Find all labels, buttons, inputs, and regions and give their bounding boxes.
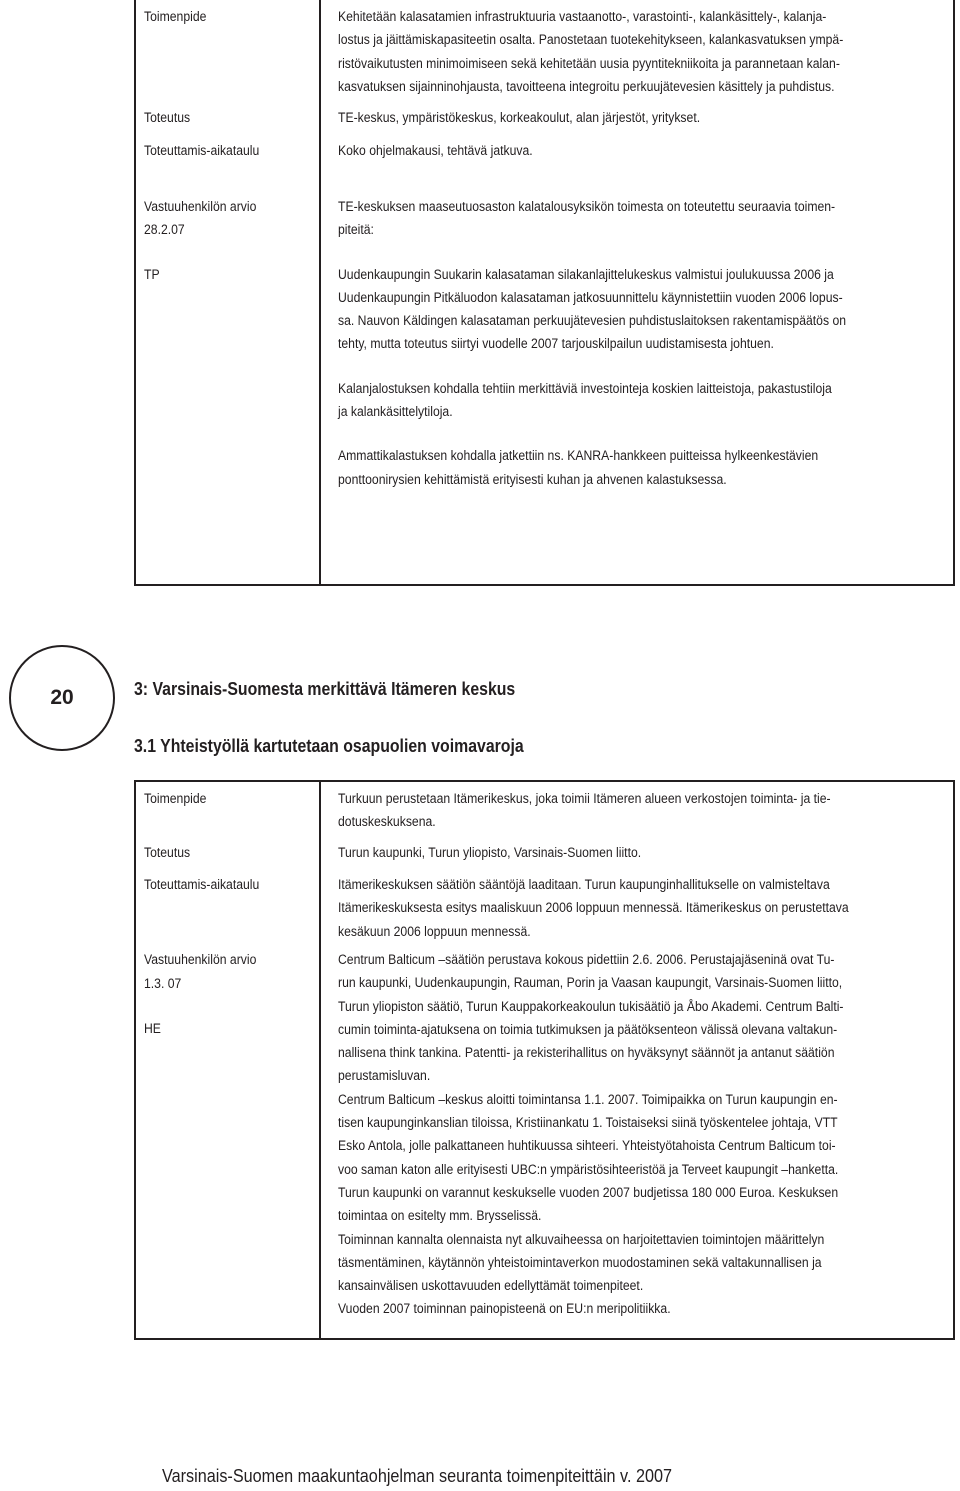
column-divider	[319, 782, 321, 1338]
arvio-paragraph: Uudenkaupungin Suukarin kalasataman silakanlajittelukeskus valmistui joulukuussa 2006 ja Uudenkaupungin Pitkäluodon kalasataman jatkosuunnittelu käynnistettiin vuoden 2006 lopus- sa. Nauvon Käldingen kalasataman perkuujätevesien puhdistuslaitoksen rakentamispäätös on tehty, mutta toteutus siirtyi vuodelle 2007 tarjouskilpailun uudistamisesta johtuen.	[338, 266, 847, 353]
arvio-date: 28.2.07	[144, 222, 185, 238]
arvio-text: Centrum Balticum –säätiön perustava kokous pidettiin 2.6. 2006. Perustajajäseninä ovat Tu- run kaupunki, Uudenkaupungin, Rauman, Porin ja Vaasan kaupungit, Varsinais-Suomen liitto, Turun yliopiston säätiö, Turun Kauppakorkeakoulun tukisäätiö ja Åbo Akademi. Centrum Balti- cumin toiminta-ajatuksena on toimia tutkimuksen ja päätöksenteon välissä olevana valtakun- nallisena think tankina. Patentti- ja rekisterihallitus on hyväksynyt säännöt ja antanut säätiön perustamisluvan. Centrum Balticum –keskus aloitti toimintansa 1.1. 2007. Toimipaikka on Turun kaupungin en- tisen kaupunginkanslian tiloissa, Kristiinankatu 1. Toistaiseksi siinä työskentelee johtaja, VTT Esko Antola, jolle palkattaneen huhtikuussa sihteeri. Yhteistyötahoista Centrum Balticum toi- voo saman katon alle erityisesti UBC:n ympäristösihteeristöä ja Terveet kaupungit –hanketta. Turun kaupunki on varannut keskukselle vuoden 2007 budjetissa 180 000 Euroa. Keskuksen toimintaa on esitelty mm. Brysselissä. Toiminnan kannalta olennaista nyt alkuvaiheessa on harjoitettavien toimintojen määrittelyn täsmentäminen, käytännön yhteistoimintaverkon muodostaminen sekä valtakunnallisen ja kansainvälisen uskottavuuden edellyttämät toimenpiteet. Vuoden 2007 toiminnan painopisteenä on EU:n meripolitiikka.	[338, 952, 844, 1318]
label-toteutus: Toteutus	[144, 110, 191, 126]
toimenpide-text: Turkuun perustetaan Itämerikeskus, joka toimii Itämeren alueen verkostojen toiminta- ja tie- dotuskeskuksena.	[338, 791, 831, 831]
page-number: 20	[50, 686, 74, 709]
label-aikataulu: Toteuttamis-aikataulu	[144, 877, 260, 893]
aikataulu-text: Koko ohjelmakausi, tehtävä jatkuva.	[338, 143, 533, 159]
aikataulu-text: Itämerikeskuksen säätiön sääntöjä laaditaan. Turun kaupunginhallitukselle on valmisteltava Itämerikeskuksesta esitys maaliskuun 2006 loppuun mennessä. Itämerikeskus on perustettava kesäkuun 2006 loppuun mennessä.	[338, 877, 849, 940]
arvio-paragraph: TE-keskuksen maaseutuosaston kalatalousyksikön toimesta on toteutettu seuraavia toimen- piteitä:	[338, 199, 836, 239]
arvio-text	[338, 196, 846, 492]
action-table-1	[134, 0, 955, 586]
label-aikataulu: Toteuttamis-aikataulu	[144, 143, 260, 159]
label-arvio: Vastuuhenkilön arvio	[144, 952, 257, 968]
toteutus-text: Turun kaupunki, Turun yliopisto, Varsinais-Suomen liitto.	[338, 845, 642, 861]
arvio-paragraph: Ammattikalastuksen kohdalla jatkettiin ns. KANRA-hankkeen puitteissa hylkeenkestävien ponttoonirysien kehittämistä erityisesti kuhan ja ahvenen kalastuksessa.	[338, 448, 819, 488]
section-heading: 3: Varsinais-Suomesta merkittävä Itämeren keskus	[134, 679, 516, 699]
arvio-paragraph: Kalanjalostuksen kohdalla tehtiin merkittäviä investointeja koskien laitteistoja, pakastustiloja ja kalankäsittelytiloja.	[338, 380, 832, 421]
action-table-2	[134, 780, 955, 1340]
responsible-initials: TP	[144, 267, 160, 283]
label-arvio: Vastuuhenkilön arvio	[144, 199, 257, 215]
toimenpide-text: Kehitetään kalasatamien infrastruktuuria vastaanotto-, varastointi-, kalankäsittely-, kalanja- lostus ja jäittämiskapasiteetin osalta. Panostetaan tuotekehitykseen, kalankasvatuksen ympä- ristövaikutusten minimoimiseen sekä kehitetään uusia pyyntitekniikoita ja parannetaan kalan- kasvatuksen sijainninohjausta, tavoitteena integroitu perkuujätevesien käsittely ja puhdistus.	[338, 9, 844, 95]
responsible-initials: HE	[144, 1021, 161, 1037]
toteutus-text: TE-keskus, ympäristökeskus, korkeakoulut, alan järjestöt, yritykset.	[338, 110, 701, 126]
label-toimenpide: Toimenpide	[144, 791, 207, 807]
label-toteutus: Toteutus	[144, 845, 191, 861]
arvio-date: 1.3. 07	[144, 976, 182, 992]
page-footer: Varsinais-Suomen maakuntaohjelman seuranta toimenpiteittäin v. 2007	[162, 1466, 673, 1486]
column-divider	[319, 0, 321, 584]
label-toimenpide: Toimenpide	[144, 9, 207, 25]
page-number-badge	[9, 645, 115, 751]
subsection-heading: 3.1 Yhteistyöllä kartutetaan osapuolien voimavaroja	[134, 736, 524, 756]
